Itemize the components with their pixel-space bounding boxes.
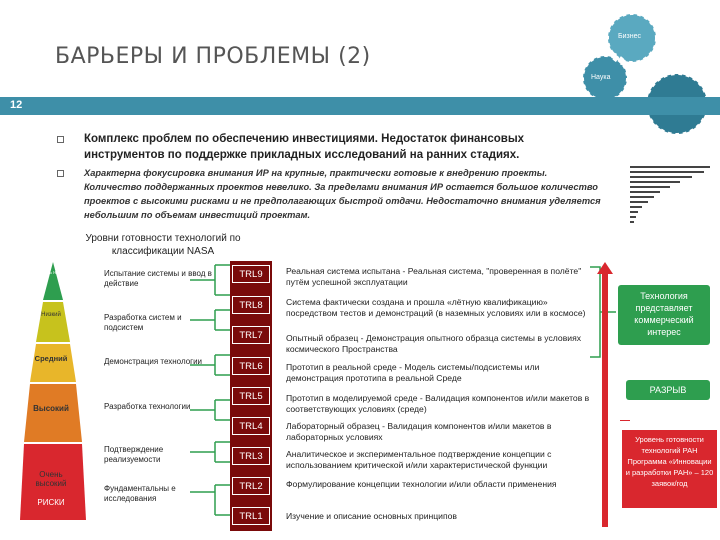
trl-4-desc: Лабораторный образец - Валидация компонентов и/или макетов в лабораторных условиях bbox=[286, 421, 552, 442]
system-level-6: Фундаментальны е исследования bbox=[104, 484, 176, 503]
trl-7: TRL7 bbox=[232, 326, 270, 344]
trl-8-desc: Система фактически создана и прошла «лётную квалификацию» посредством тестов и демонстраций (в наземных условиях или в космосе) bbox=[286, 297, 586, 318]
bullet-text-2: Характерна фокусировка внимания ИР на крупные, практически готовые к внедрению проекты. Количество поддержанных проектов невелико. За пределами внимания ИР остается большое количество проектов с высокими рисками и не предполагающих быстрой отдачи. Недостаточно внимания уделяется небольшим по объемам инвестиций проектам. bbox=[84, 168, 601, 220]
trl-5: TRL5 bbox=[232, 387, 270, 405]
ran-box: Уровень готовности технологий РАН Программа «Инновации и разработки РАН» – 120 заявок/год bbox=[622, 430, 717, 508]
pyramid-level-very-low bbox=[43, 262, 63, 300]
pyramid-level-low bbox=[36, 302, 70, 342]
pyramid-label-very-low: Очень низкий bbox=[37, 270, 69, 276]
trl-1-desc: Изучение и описание основных принципов bbox=[286, 511, 457, 521]
trl-2: TRL2 bbox=[232, 477, 270, 495]
trl-1: TRL1 bbox=[232, 507, 270, 525]
gear-science-label: Наука bbox=[591, 74, 611, 81]
pyramid-level-medium bbox=[30, 344, 76, 382]
pyramid-label-very-high: Очень высокий bbox=[35, 470, 67, 488]
pyramid-label-high: Высокий bbox=[33, 404, 69, 413]
slide-title: БАРЬЕРЫ И ПРОБЛЕМЫ (2) bbox=[55, 44, 371, 69]
nasa-caption: Уровни готовности технологий по классификации NASA bbox=[85, 233, 241, 257]
trl-5-desc: Прототип в моделируемой среде - Валидация компонентов и/или макетов в соответствующих условиях (среде) bbox=[286, 393, 590, 414]
pyramid-label-risks: РИСКИ bbox=[37, 498, 65, 507]
trl-3-desc: Аналитическое и экспериментальное подтверждение концепции с использованием критической и/или характеристической функции bbox=[286, 449, 552, 470]
bullet-marker bbox=[57, 170, 64, 177]
slide-number: 12 bbox=[10, 99, 23, 111]
system-level-2: Разработка систем и подсистем bbox=[104, 313, 182, 332]
trl-6-desc: Прототип в реальной среде - Модель системы/подсистемы или демонстрация прототипа в реальной Среде bbox=[286, 362, 540, 383]
bracket-lines bbox=[190, 260, 235, 530]
gap-box: РАЗРЫВ bbox=[626, 380, 710, 400]
pyramid-label-medium: Средний bbox=[34, 354, 68, 363]
trl-9: TRL9 bbox=[232, 265, 270, 283]
header-bar bbox=[0, 97, 720, 115]
trl-9-desc: Реальная система испытана - Реальная система, "проверенная в полёте" путём успешной эксплуатации bbox=[286, 266, 582, 287]
mini-bar-chart bbox=[600, 162, 715, 232]
trl-7-desc: Опытный образец - Демонстрация опытного образца системы в условиях космического Пространства bbox=[286, 333, 582, 354]
trl-8: TRL8 bbox=[232, 296, 270, 314]
pyramid-level-high bbox=[24, 384, 82, 442]
pyramid-label-low: Низкий bbox=[41, 312, 61, 318]
system-level-1: Испытание системы и ввод в действие bbox=[104, 269, 212, 288]
trl-3: TRL3 bbox=[232, 447, 270, 465]
commercial-interest-box: Технология представляет коммерческий интерес bbox=[618, 285, 710, 345]
trl-6: TRL6 bbox=[232, 357, 270, 375]
gap-divider bbox=[620, 420, 630, 426]
system-level-3: Демонстрация технологии bbox=[104, 357, 203, 366]
trl-2-desc: Формулирование концепции технологии и/или области применения bbox=[286, 479, 557, 489]
gear-business-label: Бизнес bbox=[618, 33, 641, 40]
system-level-5: Подтверждение реализуемости bbox=[104, 445, 164, 464]
bullet-marker bbox=[57, 136, 64, 143]
bullet-text-1: Комплекс проблем по обеспечению инвестициями. Недостаток финансовых инструментов по поддержке прикладных исследований на ранних стадиях. bbox=[84, 133, 525, 161]
trl-4: TRL4 bbox=[232, 417, 270, 435]
system-level-4: Разработка технологии bbox=[104, 402, 191, 411]
red-arrow-icon bbox=[595, 262, 615, 532]
